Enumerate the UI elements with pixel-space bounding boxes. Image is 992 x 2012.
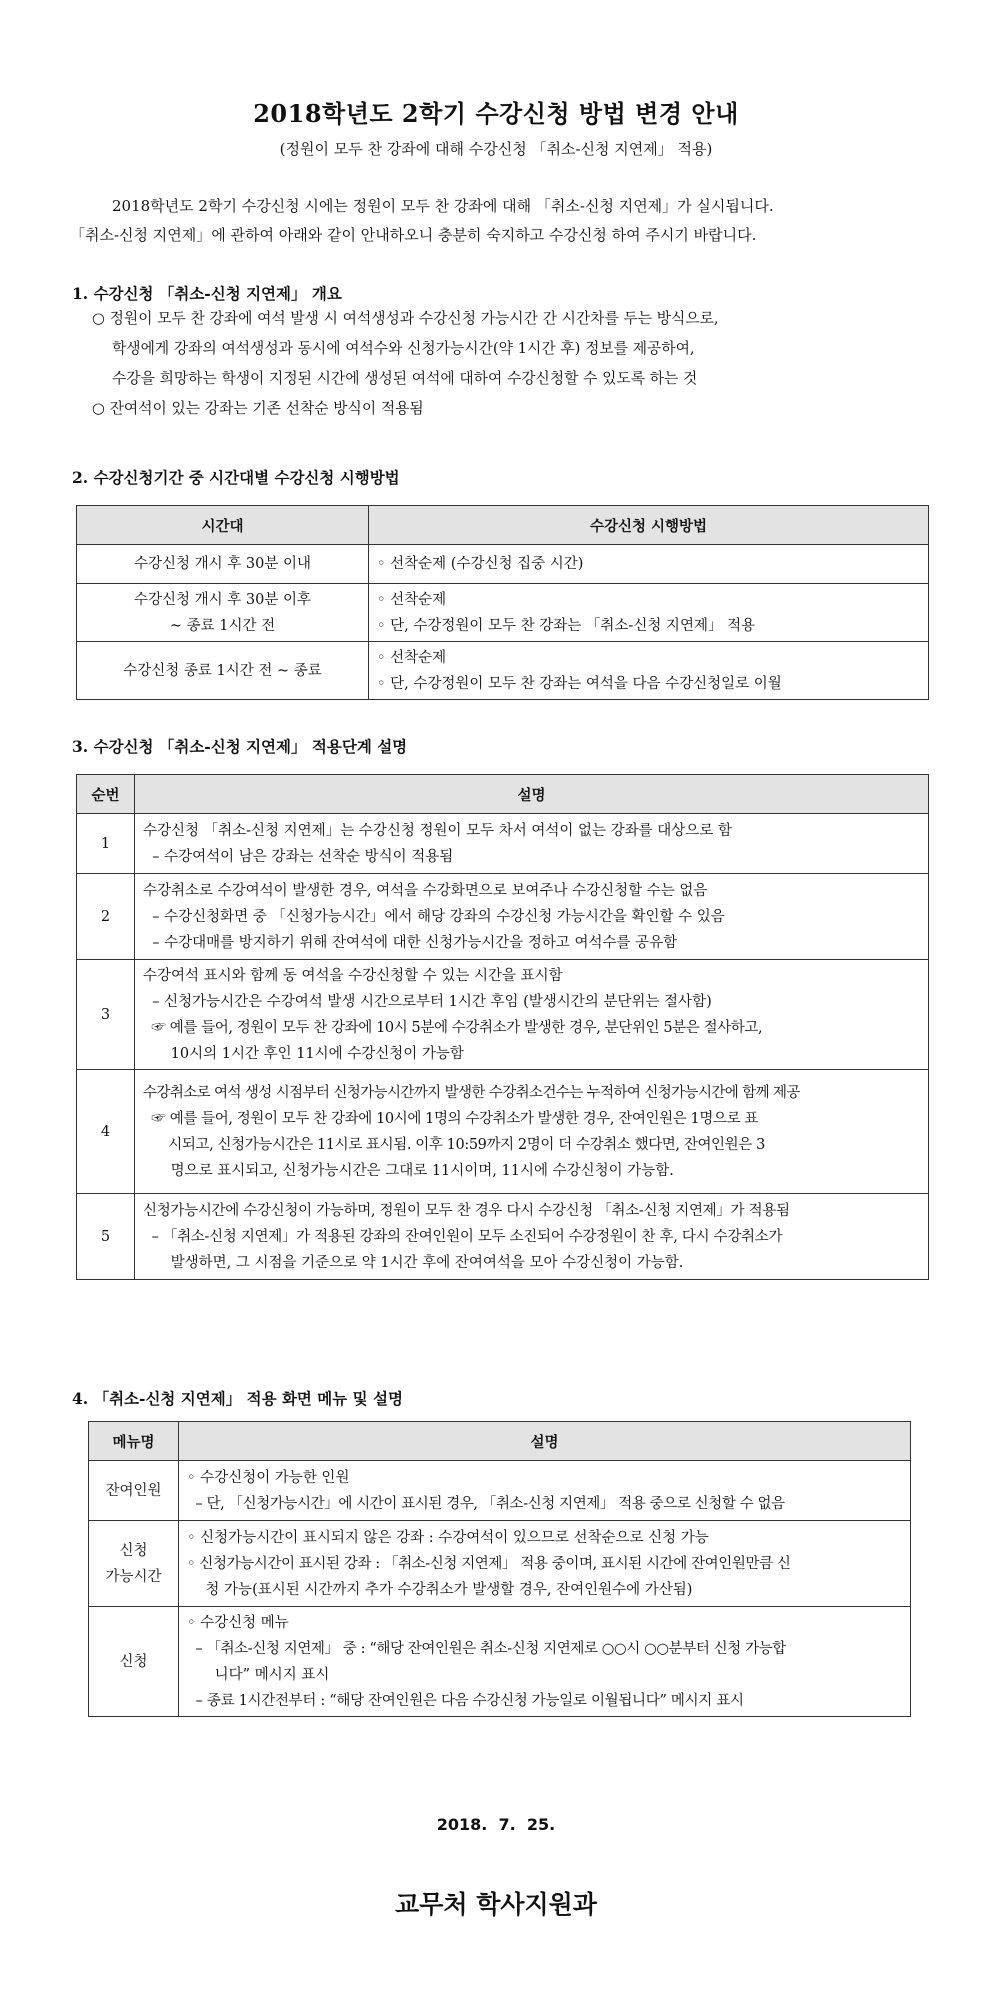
time-cell: 수강신청 개시 후 30분 이후 ~ 종료 1시간 전 [77,584,369,642]
step-number: 2 [77,874,135,960]
section-1-bullet: ○ 잔여석이 있는 강좌는 기존 선착순 방식이 적용됨 [92,400,424,417]
time-method-table [76,505,929,700]
section-1-bullet: ○ 정원이 모두 찬 강좌에 여석 발생 시 여석생성과 수강신청 가능시간 간 시간차를 두는 방식으로, [92,310,719,327]
menu-name-cell: 신청 가능시간 [89,1521,179,1607]
table-row [77,1194,929,1280]
document-subtitle: (정원이 모두 찬 강좌에 대해 수강신청 「취소-신청 지연제」 적용) [279,140,713,158]
table-row [77,814,929,874]
table-row [77,545,929,584]
table-header-row [89,1422,911,1461]
step-number: 4 [77,1070,135,1194]
method-cell: ◦ 선착순제 ◦ 단, 수강정원이 모두 찬 강좌는 여석을 다음 수강신청일로 이월 [369,642,929,700]
method-cell: ◦ 선착순제 ◦ 단, 수강정원이 모두 찬 강좌는 「취소-신청 지연제」 적용 [369,584,929,642]
step-description: 신청가능시간에 수강신청이 가능하며, 정원이 모두 찬 경우 다시 수강신청 「취소-신청 지연제」가 적용됨 – 「취소-신청 지연제」가 적용된 강좌의 잔여인원이 모두 소진되어 수강정원이 찬 후, 다시 수강취소가 발생하면, 그 시점을 기준으로 약 1시간 후에 잔여여석을 모아 수강신청이 가능함. [135,1194,929,1280]
intro-line: 2018학년도 2학기 수강신청 시에는 정원이 모두 찬 강좌에 대해 「취소-신청 지연제」가 실시됩니다. [112,197,774,215]
column-header: 시간대 [77,506,369,545]
step-number: 5 [77,1194,135,1280]
table-row [77,1070,929,1194]
intro-line: 「취소-신청 지연제」에 관하여 아래와 같이 안내하오니 충분히 숙지하고 수강신청 하여 주시기 바랍니다. [70,226,757,244]
document-date: 2018. 7. 25. [436,1815,556,1834]
section-3-heading: 3. 수강신청 「취소-신청 지연제」 적용단계 설명 [72,737,408,756]
menu-name-cell: 잔여인원 [89,1461,179,1521]
menu-description: ◦ 수강신청이 가능한 인원 – 단, 「신청가능시간」에 시간이 표시된 경우, 「취소-신청 지연제」 적용 중으로 신청할 수 없음 [179,1461,911,1521]
section-1-bullet: 수강을 희망하는 학생이 지정된 시간에 생성된 여석에 대하여 수강신청할 수 있도록 하는 것 [112,370,698,387]
table-header-row [77,506,929,545]
step-description: 수강취소로 수강여석이 발생한 경우, 여석을 수강화면으로 보여주나 수강신청할 수는 없음 – 수강신청화면 중 「신청가능시간」에서 해당 강좌의 수강신청 가능시간을 확인할 수 있음 – 수강대매를 방지하기 위해 잔여석에 대한 신청가능시간을 정하고 여석수를 공유함 [135,874,929,960]
section-2-heading: 2. 수강신청기간 중 시간대별 수강신청 시행방법 [72,468,400,487]
issuing-department: 교무처 학사지원과 [395,1890,597,1919]
table-row [89,1607,911,1717]
section-4-heading: 4. 「취소-신청 지연제」 적용 화면 메뉴 및 설명 [72,1389,403,1408]
table-row [77,642,929,700]
step-description: 수강여석 표시와 함께 동 여석을 수강신청할 수 있는 시간을 표시함 – 신청가능시간은 수강여석 발생 시간으로부터 1시간 후임 (발생시간의 분단위는 절사함) ☞ 예를 들어, 정원이 모두 찬 강좌에 10시 5분에 수강취소가 발생한 경우, 분단위인 5분은 절사하고, 10시의 1시간 후인 11시에 수강신청이 가능함 [135,960,929,1070]
column-header: 수강신청 시행방법 [369,506,929,545]
section-1-heading: 1. 수강신청 「취소-신청 지연제」 개요 [72,284,342,303]
step-description: 수강취소로 여석 생성 시점부터 신청가능시간까지 발생한 수강취소건수는 누적하여 신청가능시간에 함께 제공 ☞ 예를 들어, 정원이 모두 찬 강좌에 10시에 1명의 수강취소가 발생한 경우, 잔여인원은 1명으로 표 시되고, 신청가능시간은 11시로 표시됨. 이후 10:59까지 2명이 더 수강취소 했다면, 잔여인원은 3 명으로 표시되고, 신청가능시간은 그대로 11시이며, 11시에 수강신청이 가능함. [135,1070,929,1194]
menu-name-cell: 신청 [89,1607,179,1717]
intro-paragraph [70,192,940,250]
time-cell: 수강신청 개시 후 30분 이내 [77,545,369,584]
table-row [77,874,929,960]
table-row [77,960,929,1070]
method-cell: ◦ 선착순제 (수강신청 집중 시간) [369,545,929,584]
time-cell: 수강신청 종료 1시간 전 ~ 종료 [77,642,369,700]
column-header: 순번 [77,775,135,814]
table-row [89,1521,911,1607]
document-title: 2018학년도 2학기 수강신청 방법 변경 안내 [253,99,739,128]
steps-table [76,774,929,1280]
column-header: 설명 [135,775,929,814]
section-1-bullet: 학생에게 강좌의 여석생성과 동시에 여석수와 신청가능시간(약 1시간 후) 정보를 제공하여, [112,340,695,357]
table-row [77,584,929,642]
menu-description: ◦ 신청가능시간이 표시되지 않은 강좌 : 수강여석이 있으므로 선착순으로 신청 가능 ◦ 신청가능시간이 표시된 강좌 : 「취소-신청 지연제」 적용 중이며, 표시된 시간에 잔여인원만큼 신 청 가능(표시된 시간까지 추가 수강취소가 발생할 경우, 잔여인원수에 가산됨) [179,1521,911,1607]
column-header: 메뉴명 [89,1422,179,1461]
table-row [89,1461,911,1521]
column-header: 설명 [179,1422,911,1461]
menu-description: ◦ 수강신청 메뉴 – 「취소-신청 지연제」 중 : “해당 잔여인원은 취소-신청 지연제로 ○○시 ○○분부터 신청 가능합 니다” 메시지 표시 – 종료 1시간전부터 : “해당 잔여인원은 다음 수강신청 가능일로 이월됩니다” 메시지 표시 [179,1607,911,1717]
step-number: 3 [77,960,135,1070]
step-number: 1 [77,814,135,874]
step-description: 수강신청 「취소-신청 지연제」는 수강신청 정원이 모두 차서 여석이 없는 강좌를 대상으로 함 – 수강여석이 남은 강좌는 선착순 방식이 적용됨 [135,814,929,874]
menu-table [88,1421,911,1717]
table-header-row [77,775,929,814]
